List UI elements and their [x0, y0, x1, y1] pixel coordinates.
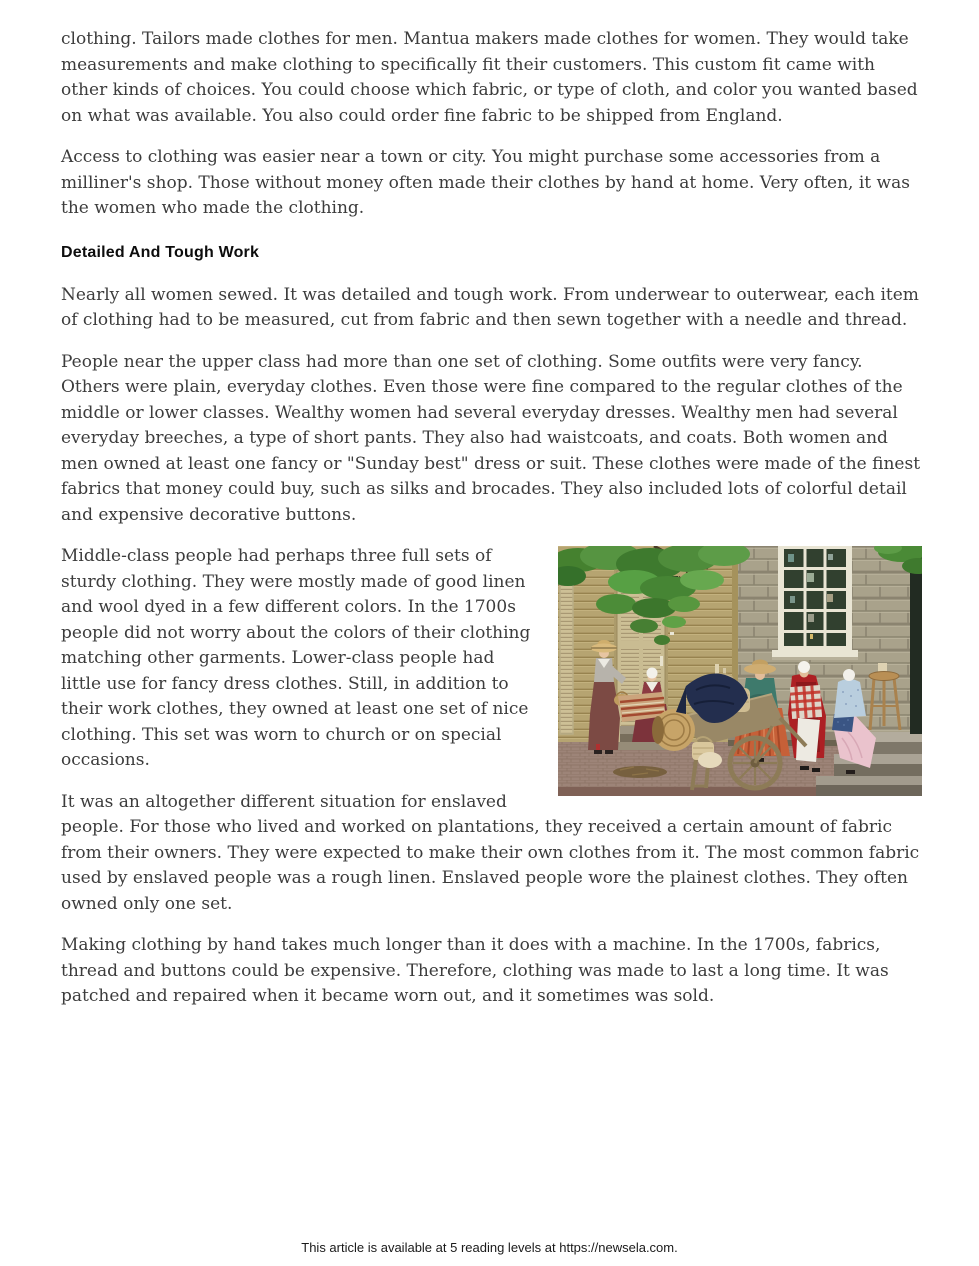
page-footer [0, 1240, 979, 1255]
paragraph-7: Making clothing by hand takes much longer than it does with a machine. In the 1700s, fabrics, thread and buttons could be expensive. Therefore, clothing was made to last a long time. It was patched and repaired when it became worn out, and it sometimes was sold. [61, 935, 889, 1006]
paragraph-3: Nearly all women sewed. It was detailed and tough work. From underwear to outerwear, each item of clothing had to be measured, cut from fabric and then sewn together with a needle and thread. [61, 284, 919, 330]
section-heading: Detailed And Tough Work [61, 243, 260, 261]
paragraph-5: Middle-class people had perhaps three full sets of sturdy clothing. They were mostly made of good linen and wool dyed in a few different colors. In the 1700s people did not worry about the colors of their clothing matching other garments. Lower-class people had little use for fancy dress clothes. Still, in addition to their work clothes, they owned at least one set of nice clothing. This set was worn to church or on special occasions. [61, 546, 531, 770]
paragraph-2: Access to clothing was easier near a town or city. You might purchase some accessories from a milliner's shop. Those without money often made their clothes by hand at home. Very often, it was the women who made the clothing. [61, 147, 910, 218]
article-photo [558, 546, 922, 796]
paragraph-6: It was an altogether different situation for enslaved people. For those who lived and worked on plantations, they received a certain amount of fabric from their owners. They were expected to make their own clothes from it. The most common fabric used by enslaved people was a rough linen. Enslaved people wore the plainest clothes. They often owned only one set. [61, 791, 920, 914]
colonial-scene-illustration [558, 546, 922, 796]
article-body [61, 27, 922, 1026]
footer-note: This article is available at 5 reading levels at https://newsela.com. [301, 1240, 678, 1255]
paragraph-4: People near the upper class had more than one set of clothing. Some outfits were very fancy. Others were plain, everyday clothes. Even those were fine compared to the regular clothes of the middle or lower classes. Wealthy women had several everyday dresses. Wealthy men had several everyday breeches, a type of short pants. They also had waistcoats, and coats. Both women and men owned at least one fancy or "Sunday best" dress or suit. These clothes were made of the finest fabrics that money could buy, such as silks and brocades. They also included lots of colorful detail and expensive decorative buttons. [61, 351, 921, 525]
paragraph-1: clothing. Tailors made clothes for men. Mantua makers made clothes for women. They would take measurements and make clothing to specifically fit their customers. This custom fit came with other kinds of choices. You could choose which fabric, or type of cloth, and color you wanted based on what was available. You also could order fine fabric to be shipped from England. [61, 29, 918, 126]
